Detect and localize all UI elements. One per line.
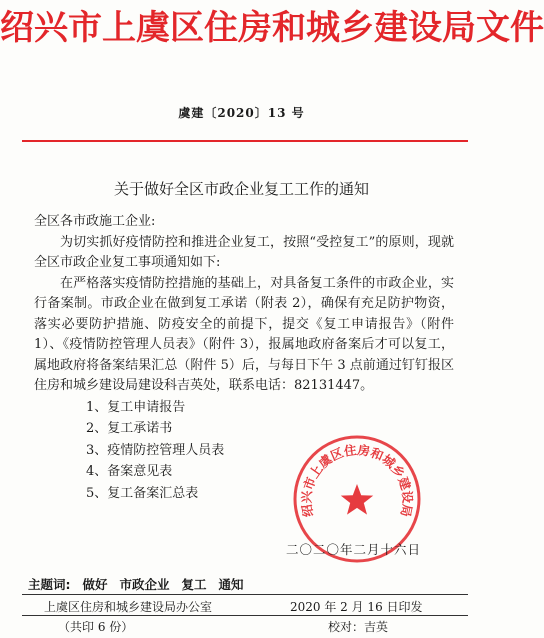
subject-keywords: [28, 575, 256, 593]
copies-count: （共印 6 份）: [58, 620, 134, 634]
attachment-item: 4、备案意见表: [86, 464, 173, 479]
subject-label: 主题词:: [28, 577, 71, 592]
star-icon: [341, 484, 373, 515]
print-date: 2020 年 2 月 16 日印发: [290, 600, 423, 614]
footer-issuer-row: [44, 598, 444, 615]
notice-title: 关于做好全区市政企业复工工作的通知: [113, 180, 369, 198]
body-paragraph-1: 为切实抓好疫情防控和推进企业复工，按照“受控复工”的原则，现就全区市政企业复工事项通知如下:: [34, 234, 454, 270]
document-header-title: 绍兴市上虞区住房和城乡建设局文件: [0, 8, 544, 48]
attachment-item: 3、疫情防控管理人员表: [86, 442, 225, 458]
signature-date: 二〇二〇年二月十六日: [286, 542, 422, 557]
subject-keyword: 通知: [218, 577, 244, 592]
footer-rule-bottom: [22, 615, 468, 616]
attachment-item: 1、复工申请报告: [86, 399, 186, 415]
issuer: 上虞区住房和城乡建设局办公室: [44, 600, 213, 614]
subject-keyword: 复工: [181, 577, 207, 592]
body-paragraph-2: 在严格落实疫情防控措施的基础上，对具备复工条件的市政企业，实行备案制。市政企业在做到复工承诺（附表 2），确保有充足防护物资，落实必要防护措施、防疫安全的前提下，提交《复工申请报告》（附件 1）、《疫情防控管理人员表》（附件 3），报属地政府备案后才可以复工，属地政府将备案结果汇总（附件 5）后，与每日下午 3 点前通过钉钉报区住房和城乡建设局建设科吉英处，联系电话：82131447。: [34, 275, 454, 393]
footer-copies-row: [58, 618, 458, 635]
salutation: 全区各市政施工企业:: [34, 214, 156, 229]
footer-rule-top: [22, 594, 468, 595]
proofreader: 校对：吉英: [328, 620, 389, 634]
document-number: 虞建〔2020〕13 号: [178, 106, 305, 120]
subject-keyword: 做好: [82, 577, 108, 592]
attachment-item: 2、复工承诺书: [86, 421, 173, 436]
attachment-item: 5、复工备案汇总表: [86, 485, 199, 501]
subject-keyword: 市政企业: [119, 577, 170, 592]
seal-text: 绍兴市上虞区住房和城乡建设局: [298, 442, 416, 519]
red-header-rule: [22, 140, 468, 142]
